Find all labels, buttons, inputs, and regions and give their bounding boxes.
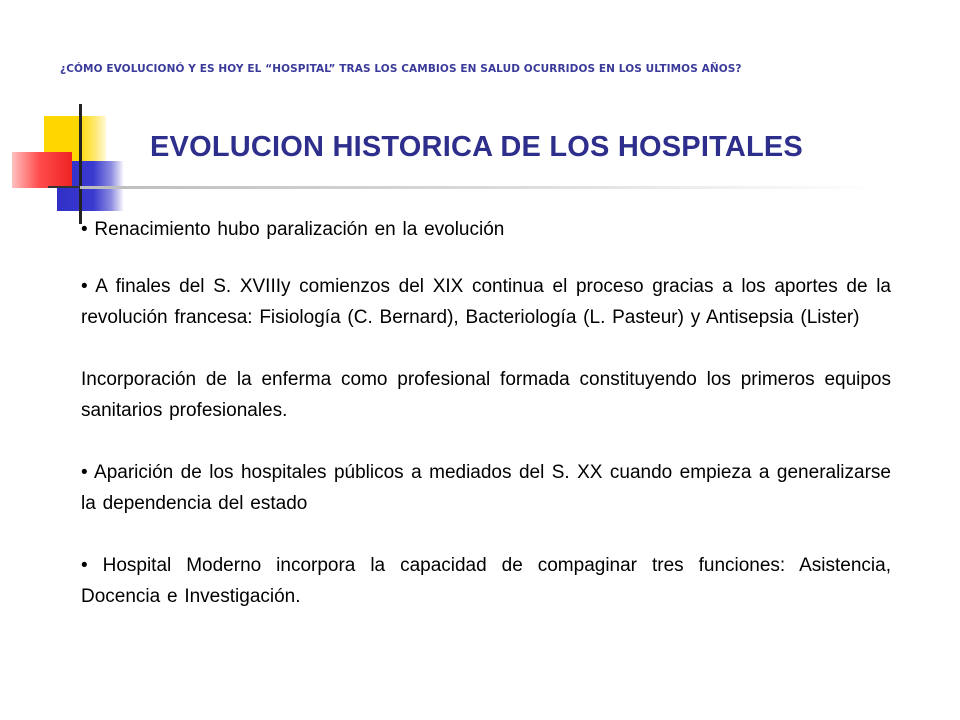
bullet-hospital-moderno: • Hospital Moderno incorpora la capacidad de compaginar tres funciones: Asistencia, Docencia e Investigación. (81, 554, 891, 607)
bullet-finales-siglo-xviii: • A finales del S. XVIIIy comienzos del XIX continua el proceso gracias a los aportes de la revolución francesa: Fisiología (C. Bernard), Bacteriología (L. Pasteur) y Antisepsia (Lister) (81, 275, 891, 328)
slide-title: EVOLUCION HISTORICA DE LOS HOSPITALES (150, 131, 803, 163)
vertical-line (79, 104, 82, 224)
paragraph-incorporacion-enfermera: Incorporación de la enferma como profesional formada constituyendo los primeros equipos sanitarios profesionales. (81, 368, 891, 421)
title-divider (80, 186, 880, 189)
decorative-squares-logo (0, 0, 140, 230)
bullet-hospitales-publicos: • Aparición de los hospitales públicos a mediados del S. XX cuando empieza a generalizarse la dependencia del estado (81, 461, 891, 514)
slide-body (81, 214, 891, 613)
red-square (12, 152, 72, 188)
bullet-renacimiento: • Renacimiento hubo paralización en la evolución (81, 219, 505, 240)
slide-question: ¿CÓMO EVOLUCIONÓ Y ES HOY EL “HOSPITAL” TRAS LOS CAMBIOS EN SALUD OCURRIDOS EN LOS ULTIMOS AÑOS? (60, 63, 742, 75)
